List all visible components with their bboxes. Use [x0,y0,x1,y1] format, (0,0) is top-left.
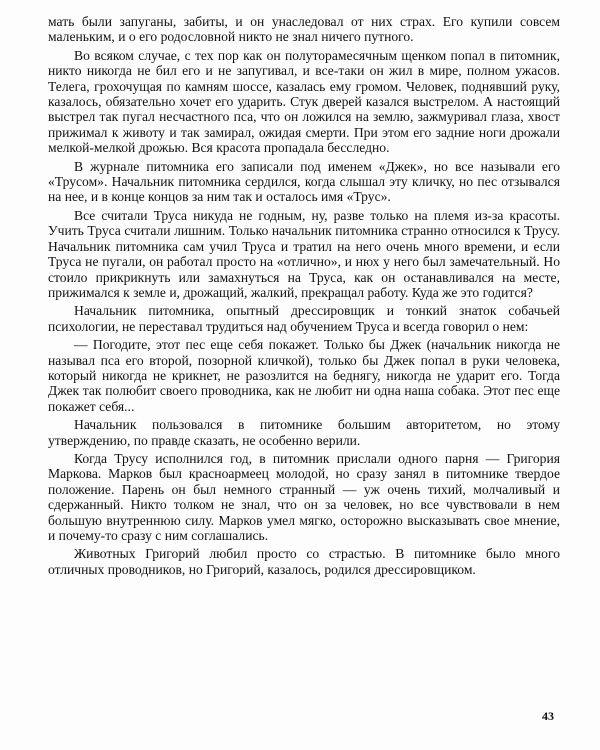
paragraph: Во всяком случае, с тех пор как он полуторамесячным щенком попал в питомник, никто никогда не бил его и не запугивал, и все-таки он жил в мире, полном ужасов. Телега, грохочущая по камням шоссе, казалась ему громом. Человек, поднявший руку, казалось, обязательно хочет его ударить. Стук дверей казался выстрелом. А настоящий выстрел так пугал несчастного пса, что он ложился на землю, зажмуривал глаза, хвост прижимал к животу и так замирал, ожидая смерти. При этом его задние ноги дрожали мелкой-мелкой дрожью. Вся красота пропадала бесследно. [48,47,560,156]
paragraph: Животных Григорий любил просто со страстью. В питомнике было много отличных проводников, но Григорий, казалось, родился дрессировщиком. [48,546,560,577]
paragraph: Начальник пользовался в питомнике большим авторитетом, но этому утверждению, по правде сказать, не особенно верили. [48,417,560,448]
paragraph: В журнале питомника его записали под именем «Джек», но все называли его «Трусом». Начальник питомника сердился, когда слышал эту кличку, но пес отзывался на нее, и в конце концов за ним так и осталось имя «Трус». [48,158,560,205]
paragraph: мать были запуганы, забиты, и он унаследовал от них страх. Его купили совсем маленьким, и о его родословной никто не знал ничего путного. [48,14,560,45]
paragraph: — Погодите, этот пес еще себя покажет. Только бы Джек (начальник никогда не называл пса его второй, позорной кличкой), только бы Джек попал в руки человека, который никогда не крикнет, не разозлится на беднягу, никогда не ударит его. Тогда Джек так полюбит своего проводника, как не любит ни одна наша собака. Этот пес еще покажет себя... [48,337,560,414]
paragraph: Все считали Труса никуда не годным, ну, разве только на племя из-за красоты. Учить Труса считали лишним. Только начальник питомника странно относился к Трусу. Начальник питомника сам учил Труса и тратил на него очень много времени, и если Труса не пугали, он работал просто на «отлично», и нюх у него был замечательный. Но стоило прикрикнуть или замахнуться на Труса, как он останавливался на месте, прижимался к земле и, дрожащий, жалкий, прекращал работу. Куда же это годится? [48,207,560,300]
paragraph: Начальник питомника, опытный дрессировщик и тонкий знаток собачьей психологии, не переставал трудиться над обучением Труса и всегда говорил о нем: [48,303,560,334]
paragraph: Когда Трусу исполнился год, в питомник прислали одного парня — Григория Маркова. Марков был красноармеец молодой, но сразу занял в питомнике твердое положение. Парень он был немного странный — уж очень тихий, молчаливый и сдержанный. Никто толком не знал, что он за человек, но все чувствовали в нем большую внутреннюю силу. Марков умел мягко, осторожно высказывать свое мнение, и почему-то сразу с ним соглашались. [48,450,560,543]
page-number: 43 [542,709,554,723]
body-text [48,14,560,580]
